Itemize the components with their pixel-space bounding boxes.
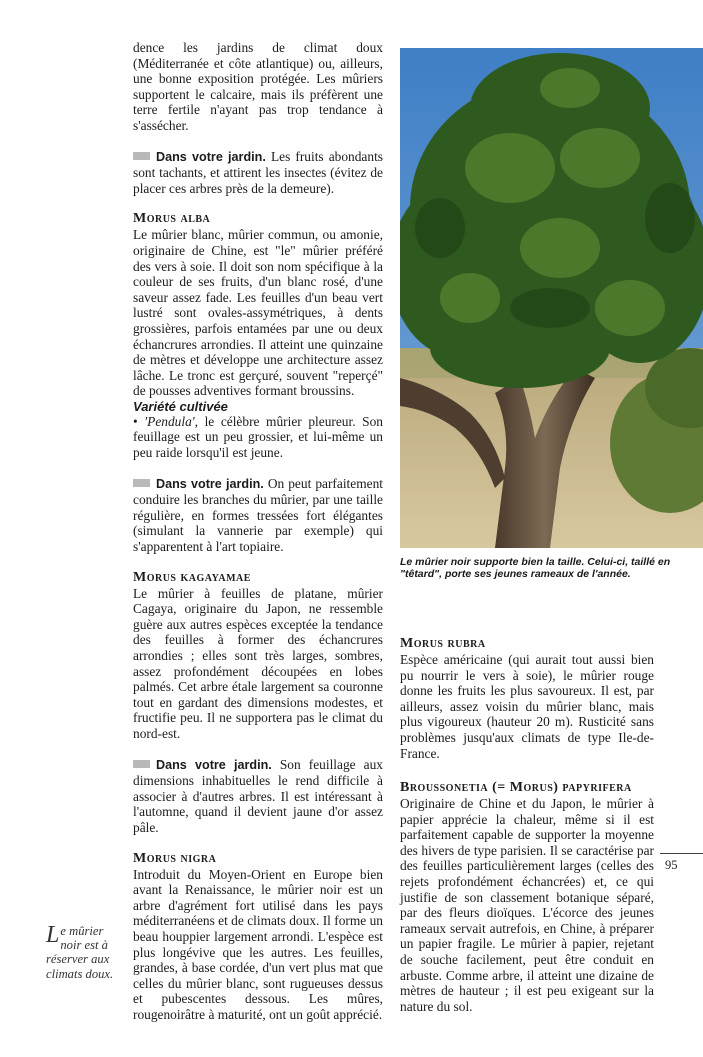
mulberry-tree-photo — [400, 48, 703, 548]
garden-label: Dans votre jardin. — [156, 757, 272, 772]
garden-text-1: Les fruits abondants sont tachants, et attirent les insectes (évitez de placer ces arbres près de la demeure). — [133, 148, 383, 196]
garden-marker-icon — [133, 479, 150, 487]
garden-note-3 — [133, 757, 383, 836]
garden-label: Dans votre jardin. — [156, 149, 266, 164]
morus-kagayamae-text: Le mûrier à feuilles de platane, mûrier Cagaya, originaire du Japon, ne ressemble guère aux autres espèces exceptée la tendance des feuilles à former des échancrures arrondies ; elles sont très larges, sombres, assez profondément découpées en lobes palmés. Cet arbre étale largement sa couronne tout en gardant des dimensions modestes, et fructifie peu. Il ne supportera pas le climat du nord-est. — [133, 585, 383, 741]
garden-marker-icon — [133, 760, 150, 768]
garden-text-3: Son feuillage aux dimensions inhabituelles le rend difficile à associer à d'autres arbres. Il est intéressant à l'automne, quand il devient jaune d'or assez pâle. — [133, 756, 383, 835]
morus-nigra-text: Introduit du Moyen-Orient en Europe bien avant la Renaissance, le mûrier noir est un arbre d'agrément fort utilisé dans les pays méditerranéens et de climats doux. Il forme un beau houppier largement arrondi. L'espèce est plus longévive que les autres. Les feuilles, grandes, à base cordée, d'un vert plus mat que celles du mûrier blanc, sont rugueuses dessus et pubescentes dessous. Les mûres, rougenoirâtre à maturité, ont un goût apprécié. — [133, 866, 383, 1022]
heading-morus-kagayamae: Morus kagayamae — [133, 569, 251, 585]
heading-morus-nigra: Morus nigra — [133, 850, 217, 866]
side-quote-drop-cap: L — [46, 922, 60, 948]
heading-variety: Variété cultivée — [133, 398, 228, 414]
garden-note-1 — [133, 149, 383, 197]
garden-label: Dans votre jardin. — [156, 476, 264, 491]
variety-name: 'Pendula' — [144, 413, 195, 429]
page-number: 95 — [665, 858, 678, 872]
right-column-top — [400, 636, 654, 761]
heading-broussonetia: Broussonetia (= Morus) papyrifera — [400, 780, 632, 795]
broussonetia-text: Originaire de Chine et du Japon, le mûrier à papier apprécie la chaleur, même si il est parfaitement capable de supporter la moyenne des hivers de type parisien. Il se caractérise par des feuilles particulièrement larges (celles des rejets profondément échancrées) et, ce qui justifie de son classement botanique séparé, par des fleurs dioïques. L'écorce des jeunes rameaux servait autrefois, en Chine, à préparer un papier fragile. Le mûrier à papier, rejetant de souche facilement, peut être conduit en arbuste. Comme arbre, il atteint une dizaine de mètres de hauteur ; il est peu exigeant sur la nature du sol. — [400, 796, 654, 1014]
garden-marker-icon — [133, 152, 150, 160]
photo-caption: Le mûrier noir supporte bien la taille. Celui-ci, taillé en "têtard", porte ses jeunes rameaux de l'année. — [400, 556, 671, 581]
intro-paragraph: dence les jardins de climat doux (Méditerranée et côte atlantique) ou, ailleurs, une bonne exposition protégée. Les mûriers supportent le calcaire, mais ils préfèrent une terre fertile n'ayant pas trop tendance à s'assécher. — [133, 40, 383, 133]
variety-description: , le célèbre mûrier pleureur. Son feuillage est un peu grossier, et lui-même un peu raide lorsqu'il est jeune. — [133, 413, 383, 461]
morus-alba-text: Le mûrier blanc, mûrier commun, ou amonie, originaire de Chine, est "le" mûrier préféré des vers à soie. Il doit son nom spécifique à la couleur de ses fruits, d'un blanc rosé, d'une saveur assez fade. Les feuilles d'un beau vert lustré sont ovales-assymétriques, à dents grossières, parfois entamées par une ou deux échancrures arrondies. Il atteint une quinzaine de mètres et développe une architecture assez lâche. Le tronc est gerçuré, souvent "reperçé" de pousses adventives formant broussins. — [133, 227, 383, 399]
side-quote — [46, 924, 118, 981]
right-column-bottom — [400, 780, 654, 1014]
heading-morus-alba: Morus alba — [133, 211, 211, 227]
garden-note-2 — [133, 476, 383, 555]
tree-illustration — [400, 48, 703, 548]
left-column — [133, 40, 383, 1022]
page-number-rule — [660, 853, 703, 854]
heading-morus-rubra: Morus rubra — [400, 636, 486, 651]
garden-text-2: On peut parfaitement conduire les branches du mûrier, par une taille régulière, en formes tressées fort élégantes (simulant la vannerie par exemple) qui s'apparentent à l'art topiaire. — [133, 475, 383, 555]
variety-text: • 'Pendula', le célèbre mûrier pleureur. Son feuillage est un peu grossier, et lui-même un peu raide lorsqu'il est jeune. — [133, 413, 383, 461]
morus-rubra-text: Espèce américaine (qui aurait tout aussi bien pu nourrir le vers à soie), le mûrier rouge donne les fruits les plus savoureux. Il est, par ailleurs, assez voisin du mûrier blanc, mais plus vigoureux (hauteur 20 m). Rusticité sans problèmes jusqu'aux climats de type Ile-de-France. — [400, 652, 654, 761]
side-quote-text: e mûrier noir est à réserver aux climats doux. — [46, 924, 114, 981]
